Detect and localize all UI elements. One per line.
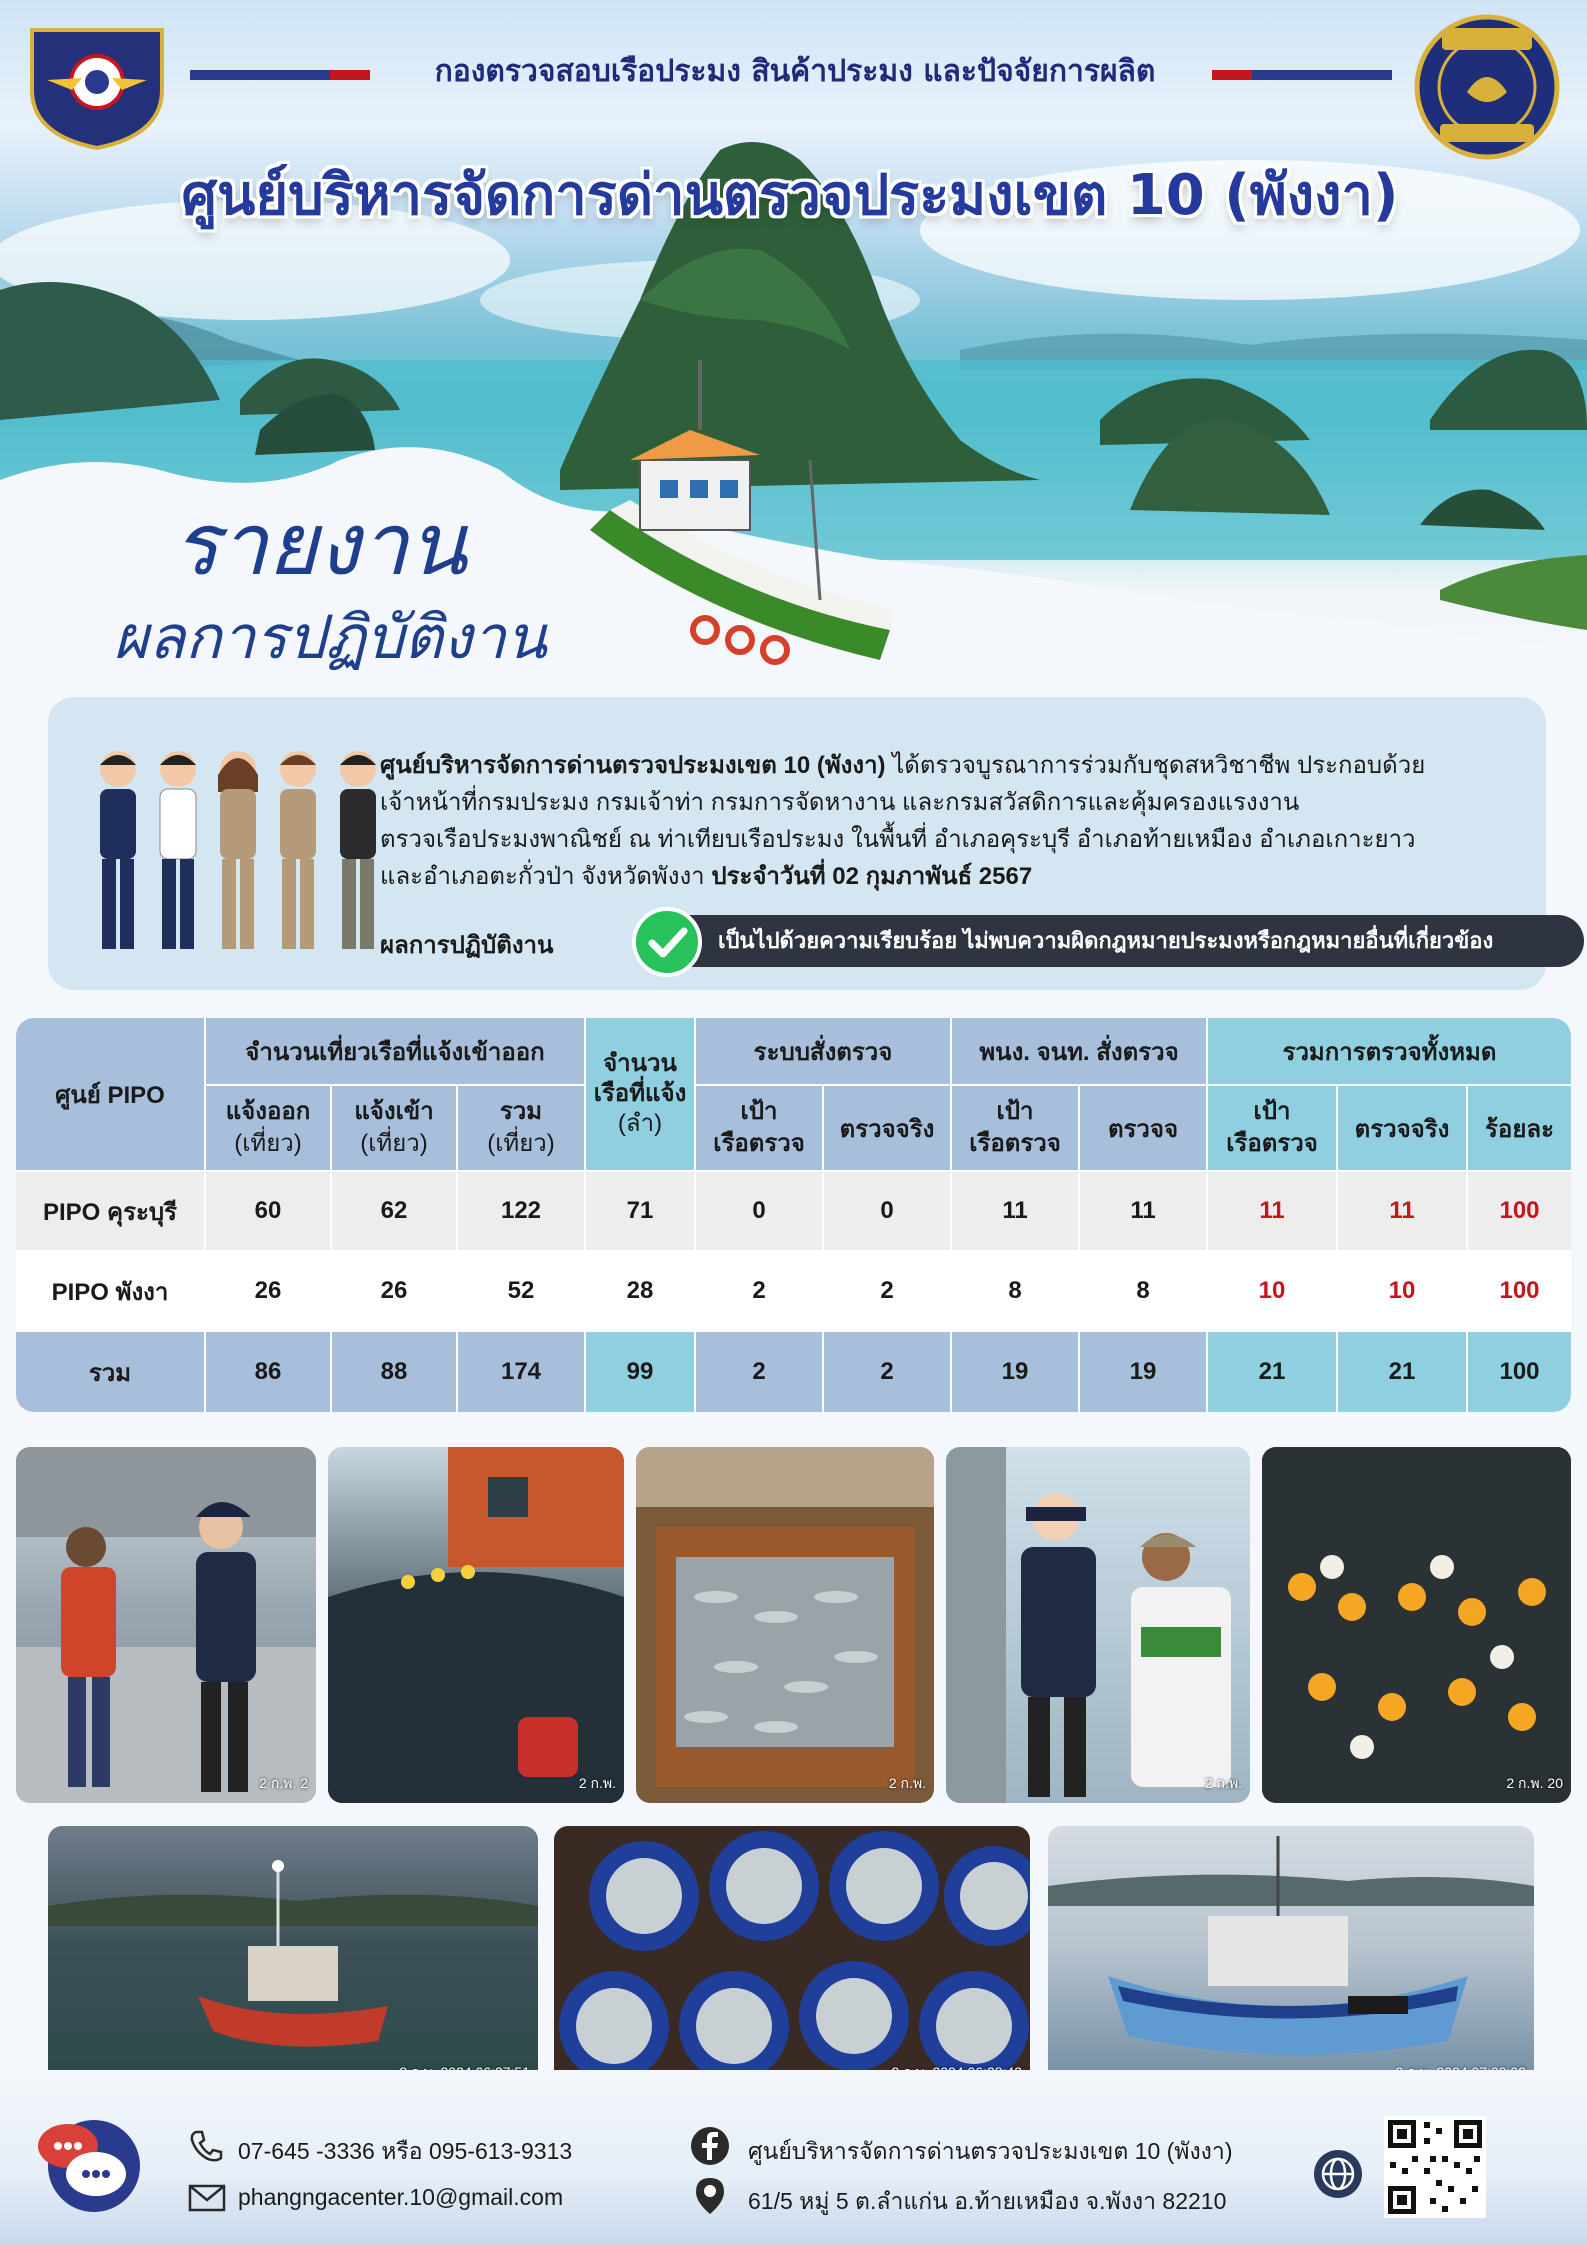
page-title: ศูนย์บริหารจัดการด่านตรวจประมงเขต 10 (พังงา) (181, 163, 1399, 228)
total-target-l2: เรือตรวจ (1226, 1130, 1318, 1157)
system-target-header (696, 1086, 822, 1170)
trips-out-header (206, 1086, 330, 1170)
trips-out-unit: (เที่ยว) (234, 1130, 302, 1157)
total-boats: 99 (586, 1332, 694, 1412)
row1-tot-actual: 11 (1338, 1172, 1466, 1250)
facebook-icon (690, 2126, 730, 2166)
address-text: 61/5 หมู่ 5 ต.ลำแก่น อ.ท้ายเหมือง จ.พังงา 82210 (748, 2188, 1227, 2214)
row1-percent: 100 (1468, 1172, 1571, 1250)
photo-crew-check (946, 1447, 1250, 1803)
total-tot-actual: 21 (1338, 1332, 1466, 1412)
trips-sum-label: รวม (499, 1098, 543, 1125)
officer-target-l1: เป้า (996, 1098, 1034, 1125)
total-off-actual: 19 (1080, 1332, 1206, 1412)
row1-out: 60 (206, 1172, 330, 1250)
fishery-inspection-logo (22, 20, 172, 150)
flag-stripe-blue-right (1252, 70, 1392, 80)
row2-out: 26 (206, 1252, 330, 1330)
row1-center: PIPO คุระบุรี (16, 1172, 204, 1250)
col-center-header: ศูนย์ PIPO (16, 1018, 204, 1170)
boats-header-unit: (ลำ) (617, 1110, 663, 1137)
row1-sum: 122 (458, 1172, 584, 1250)
row1-in: 62 (332, 1172, 456, 1250)
result-pill (638, 915, 1584, 967)
row2-in: 26 (332, 1252, 456, 1330)
officer-target-l2: เรือตรวจ (969, 1130, 1061, 1157)
total-off-target: 19 (952, 1332, 1078, 1412)
department-of-fisheries-seal (1412, 12, 1562, 162)
row1-tot-target: 11 (1208, 1172, 1336, 1250)
total-tot-target: 21 (1208, 1332, 1336, 1412)
total-target-l1: เป้า (1253, 1098, 1291, 1125)
row2-center: PIPO พังงา (16, 1252, 204, 1330)
boats-header-line2: เรือที่แจ้ง (593, 1080, 687, 1107)
summary-lead: ศูนย์บริหารจัดการด่านตรวจประมงเขต 10 (พังงา) (380, 752, 886, 779)
row2-tot-target: 10 (1208, 1252, 1336, 1330)
trips-sum-unit: (เที่ยว) (487, 1130, 555, 1157)
trips-out-label: แจ้งออก (225, 1098, 311, 1125)
phone-text: 07-645 -3336 หรือ 095-613-9313 (238, 2138, 573, 2164)
row2-off-actual: 8 (1080, 1252, 1206, 1330)
trips-in-label: แจ้งเข้า (354, 1098, 434, 1125)
check-icon (632, 907, 702, 977)
row2-sum: 52 (458, 1252, 584, 1330)
row1-sys-actual: 0 (824, 1172, 950, 1250)
officer-group-header: พนง. จนท. สั่งตรวจ (952, 1018, 1206, 1084)
row2-sys-target: 2 (696, 1252, 822, 1330)
total-center: รวม (16, 1332, 204, 1412)
row2-sys-actual: 2 (824, 1252, 950, 1330)
row2-boats: 28 (586, 1252, 694, 1330)
officer-actual-header: ตรวจจ (1080, 1086, 1206, 1170)
result-text: เป็นไปด้วยความเรียบร้อย ไม่พบความผิดกฎหมายประมงหรือกฎหมายอื่นที่เกี่ยวข้อง (718, 928, 1494, 953)
total-actual-header: ตรวจจริง (1338, 1086, 1466, 1170)
officers-illustration (88, 747, 408, 957)
summary-lead-rest: ได้ตรวจบูรณาการร่วมกับชุดสหวิชาชีพ ประกอบด้วย (885, 752, 1426, 779)
row1-off-target: 11 (952, 1172, 1078, 1250)
facebook-text: ศูนย์บริหารจัดการด่านตรวจประมงเขต 10 (พังงา) (748, 2138, 1233, 2164)
system-target-l2: เรือตรวจ (713, 1130, 805, 1157)
percent-header: ร้อยละ (1468, 1086, 1571, 1170)
result-label: ผลการปฏิบัติงาน (380, 932, 554, 959)
total-out: 86 (206, 1332, 330, 1412)
trips-sum-header (458, 1086, 584, 1170)
photo-timestamp: 2 ก.พ. (578, 1775, 616, 1791)
boats-header-line1: จำนวน (603, 1050, 677, 1077)
flag-stripe-red-right (1212, 70, 1252, 80)
org-line: กองตรวจสอบเรือประมง สินค้าประมง และปัจจัยการผลิต (434, 54, 1156, 89)
total-target-header (1208, 1086, 1336, 1170)
trips-in-unit: (เที่ยว) (360, 1130, 428, 1157)
summary-line-4: และอำเภอตะกั่วป่า จังหวัดพังงา (380, 863, 712, 890)
summary-line-2: เจ้าหน้าที่กรมประมง กรมเจ้าท่า กรมการจัดหางาน และกรมสวัสดิการและคุ้มครองแรงงาน (380, 789, 1300, 816)
photo-timestamp: 2 ก.พ. (888, 1775, 926, 1791)
report-heading: รายงาน (173, 495, 467, 595)
mail-icon (188, 2184, 226, 2212)
photo-officer-interview (16, 1447, 316, 1803)
row2-percent: 100 (1468, 1252, 1571, 1330)
trips-in-header (332, 1086, 456, 1170)
photo-timestamp: 2 ก.พ. 20 (1506, 1775, 1563, 1791)
photo-fish-hold (636, 1447, 934, 1803)
location-icon (694, 2176, 726, 2216)
summary-paragraph (380, 747, 1540, 895)
summary-line-3: ตรวจเรือประมงพาณิชย์ ณ ท่าเทียบเรือประมง ในพื้นที่ อำเภอคุระบุรี อำเภอท้ายเหมือง อำเภอเกาะยาว (380, 826, 1416, 853)
row2-off-target: 8 (952, 1252, 1078, 1330)
summary-date: ประจำวันที่ 02 กุมภาพันธ์ 2567 (711, 863, 1033, 890)
system-actual-header: ตรวจจริง (824, 1086, 950, 1170)
photo-fish-tanks (554, 1826, 1030, 2092)
photo-boat-crew (1048, 1826, 1534, 2092)
officer-target-header (952, 1086, 1078, 1170)
total-percent: 100 (1468, 1332, 1571, 1412)
summary-panel (48, 697, 1546, 990)
photo-night-boat (48, 1826, 538, 2092)
hero-banner (0, 0, 1587, 690)
report-subheading: ผลการปฏิบัติงาน (113, 603, 547, 673)
globe-icon[interactable] (1312, 2148, 1364, 2200)
system-target-l1: เป้า (740, 1098, 778, 1125)
row1-off-actual: 11 (1080, 1172, 1206, 1250)
total-sys-target: 2 (696, 1332, 822, 1412)
total-sum: 174 (458, 1332, 584, 1412)
flag-stripe-blue-left (190, 70, 330, 80)
flag-stripe-red-left (330, 70, 370, 80)
photo-floats-nets (1262, 1447, 1571, 1803)
photo-boat-nets (328, 1447, 624, 1803)
boats-header (586, 1018, 694, 1170)
row1-boats: 71 (586, 1172, 694, 1250)
photo-timestamp: 2 ก.พ. (1204, 1775, 1242, 1791)
total-in: 88 (332, 1332, 456, 1412)
system-group-header: ระบบสั่งตรวจ (696, 1018, 950, 1084)
qr-code-icon[interactable] (1384, 2116, 1486, 2218)
trips-group-header: จำนวนเที่ยวเรือที่แจ้งเข้าออก (206, 1018, 584, 1084)
row1-sys-target: 0 (696, 1172, 822, 1250)
total-sys-actual: 2 (824, 1332, 950, 1412)
row2-tot-actual: 10 (1338, 1252, 1466, 1330)
chat-icon (34, 2108, 146, 2214)
inspection-table (16, 1018, 1571, 1412)
email-text: phangngacenter.10@gmail.com (238, 2184, 564, 2210)
phone-icon (188, 2128, 224, 2164)
photo-timestamp: 2 ก.พ. 2 (259, 1775, 308, 1791)
total-group-header: รวมการตรวจทั้งหมด (1208, 1018, 1571, 1084)
